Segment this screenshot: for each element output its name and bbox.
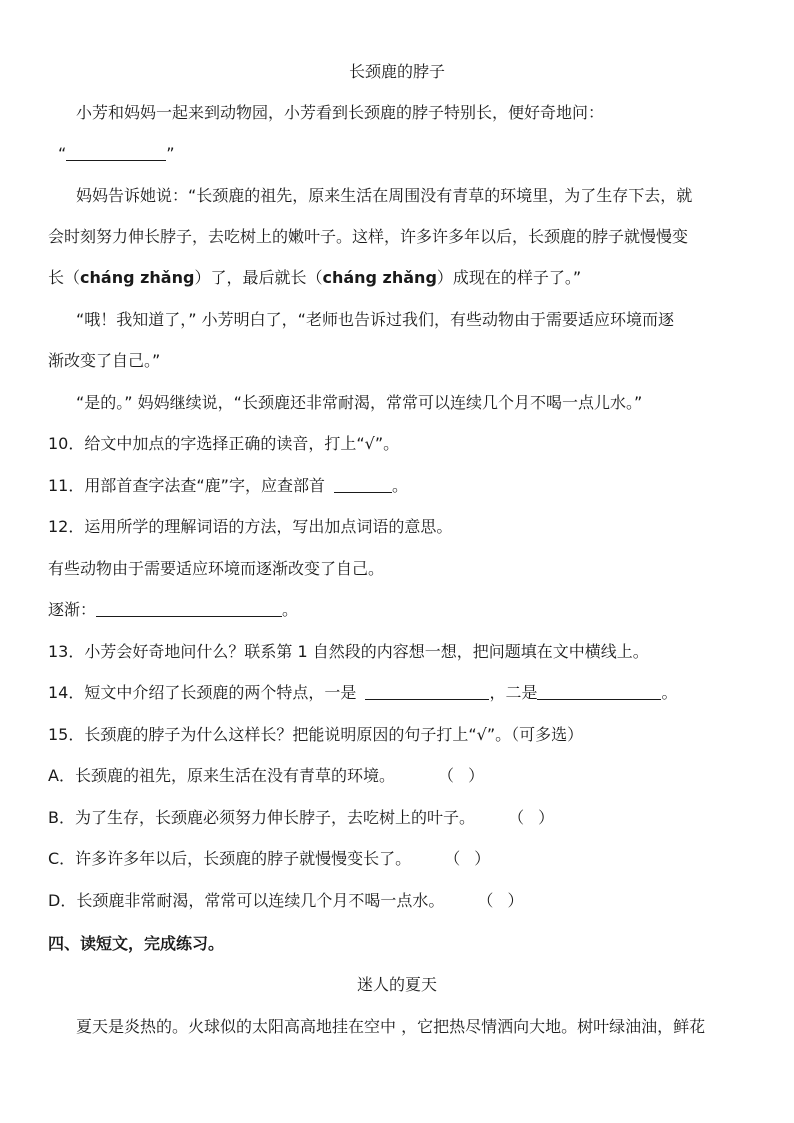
section-4-heading: 四、读短文，完成练习。 [48, 934, 225, 953]
option-text: B．为了生存，长颈鹿必须努力伸长脖子，去吃树上的叶子。 [48, 808, 475, 827]
paren-open: （ [438, 766, 455, 785]
paragraph-3-line-1: “哦！我知道了，” 小芳明白了，“老师也告诉过我们，有些动物由于需要适应环境而逐 [76, 310, 674, 329]
question-12-sentence: 有些动物由于需要适应环境而逐渐改变了自己。 [48, 559, 385, 578]
option-a-checkbox[interactable] [438, 766, 484, 785]
radical-answer-blank[interactable] [334, 476, 392, 493]
question-11 [48, 476, 408, 496]
option-text: A．长颈鹿的祖先，原来生活在没有青草的环境。 [48, 766, 395, 785]
text-segment: ）成现在的样子了。” [436, 268, 582, 287]
feature-2-answer-blank[interactable] [537, 683, 661, 700]
pinyin-option-2[interactable]: cháng zhǎng [322, 268, 437, 287]
option-d [48, 891, 523, 911]
paragraph-2-line-1: 妈妈告诉她说：“长颈鹿的祖先，原来生活在周围没有青草的环境里，为了生存下去，就 [76, 186, 693, 205]
option-d-checkbox[interactable] [477, 891, 523, 910]
question-text: 14．短文中介绍了长颈鹿的两个特点，一是 [48, 683, 357, 702]
paren-close: ） [474, 849, 491, 868]
passage-title: 长颈鹿的脖子 [348, 62, 445, 81]
question-text: 11．用部首查字法查“鹿”字，应查部首 [48, 476, 325, 495]
paren-open: （ [477, 891, 494, 910]
question-12-answer [48, 600, 298, 620]
question-13: 13．小芳会好奇地问什么？联系第 1 自然段的内容想一想，把问题填在文中横线上。 [48, 642, 649, 661]
option-b [48, 808, 554, 828]
option-text: D．长颈鹿非常耐渴，常常可以连续几个月不喝一点水。 [48, 891, 445, 910]
paren-close: ） [468, 766, 485, 785]
text-segment: ）了，最后就长（ [194, 268, 323, 287]
paragraph-1: 小芳和妈妈一起来到动物园，小芳看到长颈鹿的脖子特别长，便好奇地问： [76, 103, 605, 122]
pinyin-option-1[interactable]: cháng zhǎng [80, 268, 195, 287]
question-text-end: 。 [282, 600, 299, 619]
option-text: C．许多许多年以后，长颈鹿的脖子就慢慢变长了。 [48, 849, 412, 868]
question-12: 12．运用所学的理解词语的方法，写出加点词语的意思。 [48, 517, 453, 536]
paren-close: ） [538, 808, 555, 827]
option-b-checkbox[interactable] [508, 808, 554, 827]
feature-1-answer-blank[interactable] [365, 683, 489, 700]
paragraph-2-line-2: 会时刻努力伸长脖子，去吃树上的嫩叶子。这样，许多许多年以后，长颈鹿的脖子就慢慢变 [48, 227, 689, 246]
paragraph-4: “是的。” 妈妈继续说，“长颈鹿还非常耐渴，常常可以连续几个月不喝一点儿水。” [76, 393, 643, 412]
option-c [48, 849, 490, 869]
text-segment: 长（ [48, 268, 81, 287]
paren-open: （ [508, 808, 525, 827]
paragraph-2-line-3 [48, 268, 581, 288]
question-15: 15．长颈鹿的脖子为什么这样长？把能说明原因的句子打上“√”。（可多选） [48, 725, 584, 744]
question-answer-blank[interactable] [66, 144, 166, 161]
open-quote: “ [58, 144, 67, 163]
option-a [48, 766, 484, 786]
passage-2-title: 迷人的夏天 [356, 975, 437, 994]
paren-close: ） [507, 891, 524, 910]
question-blank-line [58, 144, 175, 164]
paragraph-3-line-2: 渐改变了自己。” [48, 351, 161, 370]
word-label: 逐渐： [48, 600, 97, 619]
close-quote: ” [166, 144, 175, 163]
paren-open: （ [444, 849, 461, 868]
question-text: ，二是 [489, 683, 538, 702]
meaning-answer-blank[interactable] [96, 600, 282, 617]
question-14 [48, 683, 678, 703]
question-text-end: 。 [661, 683, 678, 702]
passage-2-paragraph-1: 夏天是炎热的。火球似的太阳高高地挂在空中 ，它把热尽情洒向大地。树叶绿油油，鲜花 [76, 1017, 706, 1036]
question-text-end: 。 [392, 476, 409, 495]
option-c-checkbox[interactable] [444, 849, 490, 868]
question-10: 10．给文中加点的字选择正确的读音，打上“√”。 [48, 434, 400, 453]
